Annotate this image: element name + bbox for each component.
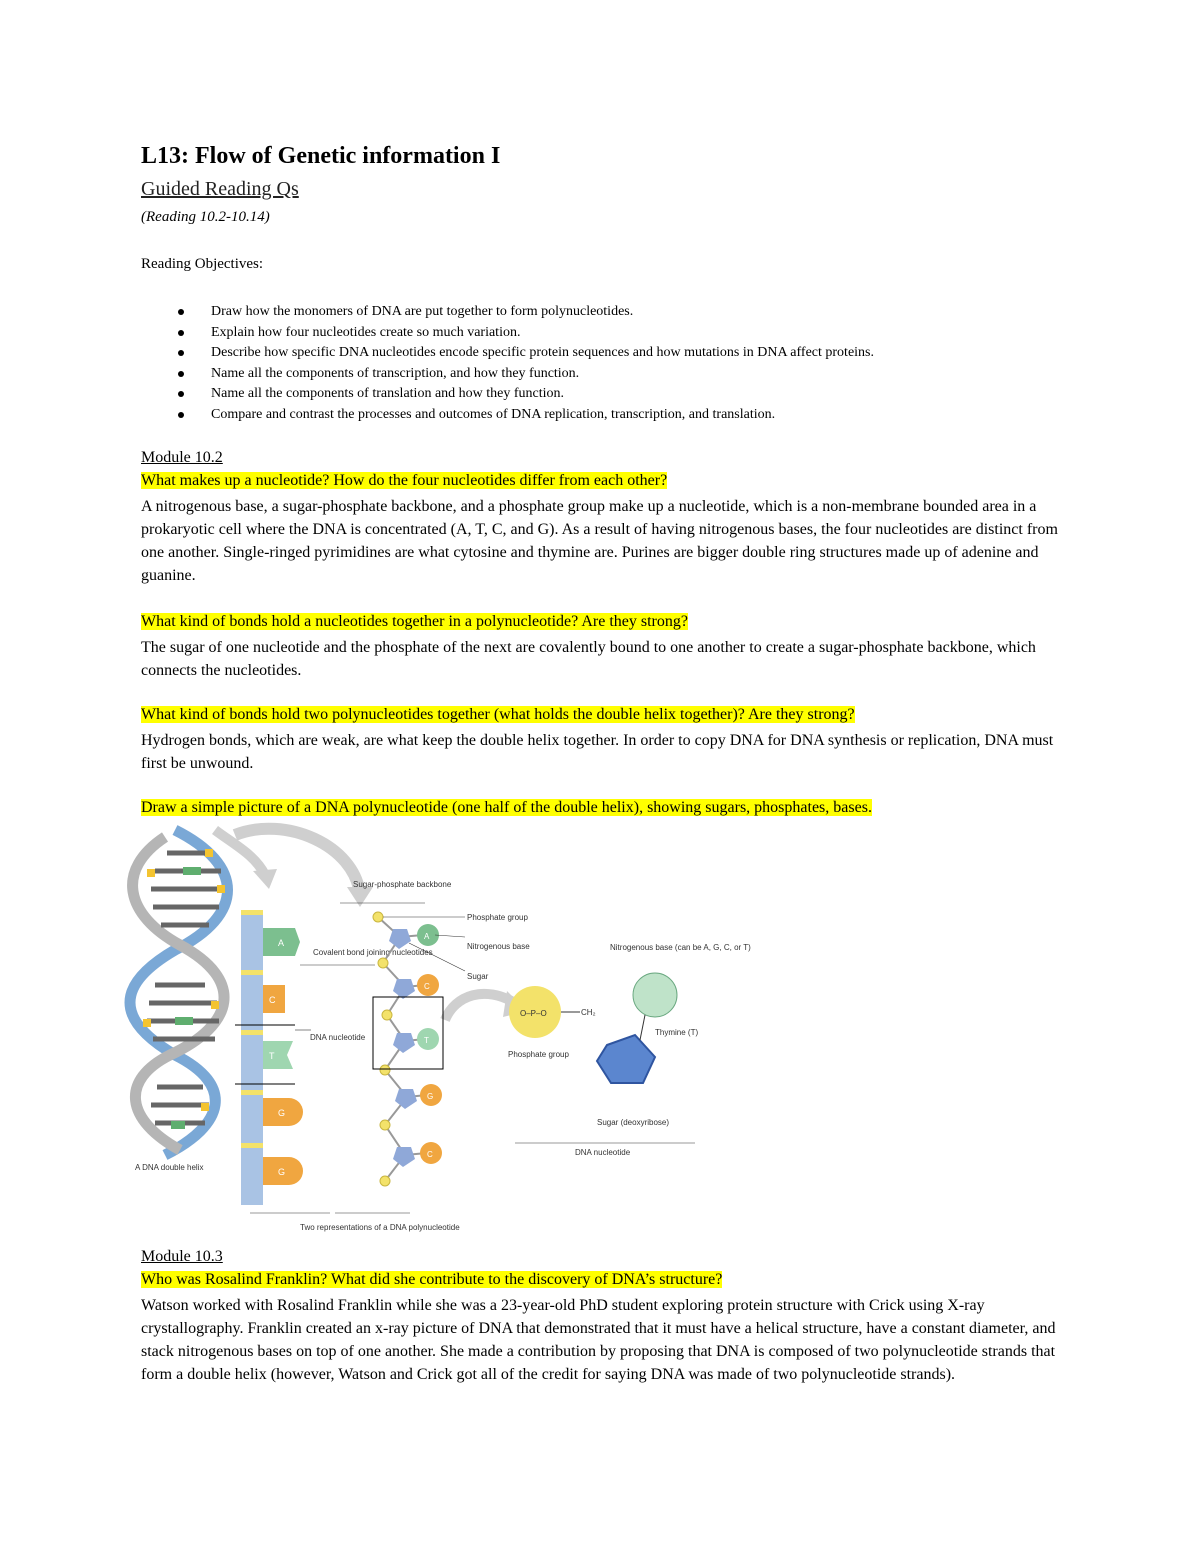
bullet-icon bbox=[178, 371, 184, 377]
nucleotide-chemical-detail bbox=[508, 943, 751, 1157]
objective-item: Compare and contrast the processes and outcomes of DNA replication, transcription, and translation. bbox=[141, 405, 874, 426]
question-4: Draw a simple picture of a DNA polynucleotide (one half of the double helix), showing sugars, phosphates, bases. bbox=[141, 799, 872, 816]
thymine-label: Thymine (T) bbox=[655, 1028, 699, 1037]
bullet-icon bbox=[178, 412, 184, 418]
objective-item: Draw how the monomers of DNA are put together to form polynucleotides. bbox=[141, 302, 874, 323]
backbone-label: Sugar-phosphate backbone bbox=[353, 880, 452, 889]
answer-3: Hydrogen bonds, which are weak, are what keep the double helix together. In order to copy DNA for DNA synthesis or replication, DNA must first be unwound. bbox=[141, 732, 1054, 772]
chain-base-c: C bbox=[424, 982, 430, 991]
bullet-icon bbox=[178, 391, 184, 397]
answer-1: A nitrogenous base, a sugar-phosphate backbone, and a phosphate group make up a nucleotide, which is a non-membrane bounded area in a prokaryotic cell where the DNA is concentrated (A, T, C, and G). As a result of having nitrogenous bases, the four nucleotides are distinct from one another. Single-ringed pyrimidines are what cytosine and thymine are. Purines are bigger double ring structures made up of adenine and guanine. bbox=[141, 498, 1058, 584]
svg-text:O–P–O: O–P–O bbox=[520, 1009, 547, 1018]
svg-text:CH₂: CH₂ bbox=[581, 1008, 596, 1017]
nitrogenous-base-label: Nitrogenous base bbox=[467, 942, 530, 951]
strip-base-a: A bbox=[278, 938, 285, 948]
answer-5: Watson worked with Rosalind Franklin while she was a 23-year-old PhD student exploring protein structure with Crick using X-ray crystallography. Franklin created an x-ray picture of DNA that demonstrated that it must have a helical structure, have a constant diameter, and stack nitrogenous bases on top of one another. She made a contribution by proposing that DNA is composed of two polynucleotide strands that form a double helix (however, Watson and Crick got all of the credit for saying DNA was made of two polynucleotide strands). bbox=[141, 1297, 1056, 1383]
phosphate-group-label: Phosphate group bbox=[467, 913, 528, 922]
helix-label: A DNA double helix bbox=[135, 1163, 204, 1172]
dna-nucleotide-bottom-label: DNA nucleotide bbox=[575, 1148, 631, 1157]
objective-item: Describe how specific DNA nucleotides encode specific protein sequences and how mutations in DNA affect proteins. bbox=[141, 343, 874, 364]
question-1: What makes up a nucleotide? How do the four nucleotides differ from each other? bbox=[141, 472, 668, 489]
objectives-heading: Reading Objectives: bbox=[141, 256, 264, 272]
bullet-icon bbox=[178, 330, 184, 336]
sugar-label: Sugar bbox=[467, 972, 489, 981]
chain-base-c-2: C bbox=[427, 1150, 433, 1159]
objectives-list bbox=[141, 302, 874, 426]
sugar-detail-label: Sugar (deoxyribose) bbox=[597, 1118, 670, 1127]
bullet-icon bbox=[178, 350, 184, 356]
question-2: What kind of bonds hold a nucleotides together in a polynucleotide? Are they strong? bbox=[141, 613, 688, 630]
dna-figure bbox=[135, 825, 751, 1245]
chain-base-a: A bbox=[424, 932, 430, 941]
question-5: Who was Rosalind Franklin? What did she contribute to the discovery of DNA’s structure? bbox=[141, 1271, 723, 1288]
objective-item: Name all the components of transcription, and how they function. bbox=[141, 364, 874, 385]
page-subtitle: Guided Reading Qs bbox=[141, 178, 299, 200]
dna-double-helix bbox=[130, 830, 228, 1172]
two-reps-label: Two representations of a DNA polynucleotide bbox=[300, 1223, 460, 1232]
question-3: What kind of bonds hold two polynucleotides together (what holds the double helix together)? Are they strong? bbox=[141, 706, 855, 723]
objective-item: Name all the components of translation and how they function. bbox=[141, 384, 874, 405]
covalent-label: Covalent bond joining nucleotides bbox=[313, 948, 433, 957]
objective-item: Explain how four nucleotides create so much variation. bbox=[141, 323, 874, 344]
phosphate-group-detail-label: Phosphate group bbox=[508, 1050, 569, 1059]
answer-2: The sugar of one nucleotide and the phosphate of the next are covalently bound to one another to create a sugar-phosphate backbone, which connects the nucleotides. bbox=[141, 639, 1036, 679]
chain-base-t: T bbox=[424, 1036, 429, 1045]
module-heading-10-2: Module 10.2 bbox=[141, 449, 223, 466]
base-detail-label: Nitrogenous base (can be A, G, C, or T) bbox=[610, 943, 751, 952]
reading-range: (Reading 10.2-10.14) bbox=[141, 209, 270, 225]
strip-base-g: G bbox=[278, 1108, 286, 1118]
module-heading-10-3: Module 10.3 bbox=[141, 1248, 223, 1265]
strip-base-t: T bbox=[269, 1051, 275, 1061]
page-title: L13: Flow of Genetic information I bbox=[141, 143, 501, 169]
strip-base-c: C bbox=[269, 995, 276, 1005]
chain-base-g: G bbox=[427, 1092, 434, 1101]
dna-nucleotide-label: DNA nucleotide bbox=[310, 1033, 366, 1042]
bullet-icon bbox=[178, 309, 184, 315]
strip-base-g-2: G bbox=[278, 1167, 286, 1177]
strip-representation bbox=[235, 910, 303, 1205]
